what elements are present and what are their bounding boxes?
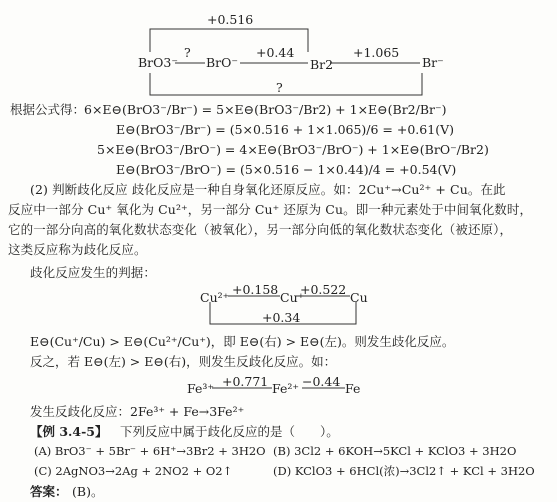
diagram1-e3: +1.065	[353, 45, 400, 60]
diagram2-species-cu2: Cu²⁺	[200, 290, 230, 305]
answer-value: (B)。	[72, 484, 104, 499]
example-question: 下列反应中属于歧化反应的是（ ）。	[120, 424, 339, 439]
condition-2: 反之，若 E⊖(左) > E⊖(右)，则发生反歧化反应。如：	[30, 354, 337, 369]
option-a: (A) BrO3⁻ + 5Br⁻ + 6H⁺→3Br2 + 3H2O	[34, 444, 266, 458]
diagram1-species-bro3: BrO3⁻	[138, 55, 178, 70]
anti-disproportionation: 发生反歧化反应：2Fe³⁺ + Fe→3Fe²⁺	[30, 404, 245, 419]
diagram3-e1: +0.771	[222, 374, 269, 389]
diagram1-unknown-bottom: ?	[276, 80, 283, 95]
para-line-1: (2) 判断歧化反应 歧化反应是一种自身氧化还原反应。如：2Cu⁺→Cu²⁺ + Cu。在此	[30, 182, 506, 197]
para-line-3: 它的一部分向高的氧化数状态变化（被氧化），另一部分向低的氧化数状态变化（被还原），	[8, 222, 513, 237]
diagram2-species-cu: Cu	[350, 290, 368, 305]
diagram1-species-br: Br⁻	[422, 55, 444, 70]
equation-3: 5×E⊖(BrO3⁻/BrO⁻) = 4×E⊖(BrO3⁻/BrO⁻) + 1×E⊖(BrO⁻/Br2)	[97, 142, 489, 157]
equation-2: E⊖(BrO3⁻/Br⁻) = (5×0.516 + 1×1.065)/6 = +0.61(V)	[116, 122, 454, 137]
diagram2-e2: +0.522	[300, 282, 347, 297]
diagram3-species-fe: Fe	[345, 381, 361, 396]
para-line-2: 反应中一部分 Cu⁺ 氧化为 Cu²⁺，另一部分 Cu⁺ 还原为 Cu。即一种元素处于中间氧化数时，	[8, 202, 533, 217]
example-tag: 【例 3.4-5】	[30, 424, 108, 439]
equation-4: E⊖(BrO3⁻/BrO⁻) = (5×0.516 − 1×0.44)/4 = +0.54(V)	[116, 162, 457, 177]
diagram3-species-fe3: Fe³⁺	[187, 381, 214, 396]
criterion-heading: 歧化反应发生的判据：	[30, 265, 157, 280]
diagram2-e1: +0.158	[232, 282, 279, 297]
diagram2-bottom: +0.34	[262, 310, 301, 325]
diagram1-species-bro: BrO⁻	[206, 55, 239, 70]
diagram3-species-fe2: Fe²⁺	[272, 381, 299, 396]
diagram1-species-br2: Br2	[310, 57, 334, 72]
diagram1-unknown-1: ?	[184, 45, 191, 60]
answer-label: 答案：	[30, 484, 68, 499]
diagram3-e2: −0.44	[302, 374, 341, 389]
equation-1: 6×E⊖(BrO3⁻/Br⁻) = 5×E⊖(BrO3⁻/Br2) + 1×E⊖(Br2/Br⁻)	[84, 102, 447, 117]
condition-1: E⊖(Cu⁺/Cu) > E⊖(Cu²⁺/Cu⁺)，即 E⊖(右) > E⊖(左)。则发生歧化反应。	[30, 334, 455, 349]
option-b: (B) 3Cl2 + 6KOH→5KCl + KClO3 + 3H2O	[273, 444, 517, 458]
option-d: (D) KClO3 + 6HCl(浓)→3Cl2↑ + KCl + 3H2O	[273, 464, 535, 478]
diagram1-e2: +0.44	[256, 45, 295, 60]
diagram1-top-value: +0.516	[207, 12, 254, 27]
option-c: (C) 2AgNO3→2Ag + 2NO2 + O2↑	[34, 464, 233, 478]
para-line-4: 这类反应称为歧化反应。	[8, 242, 147, 257]
diagram2-species-cu1: Cu⁺	[280, 290, 305, 305]
formula-intro: 根据公式得：	[10, 102, 86, 117]
